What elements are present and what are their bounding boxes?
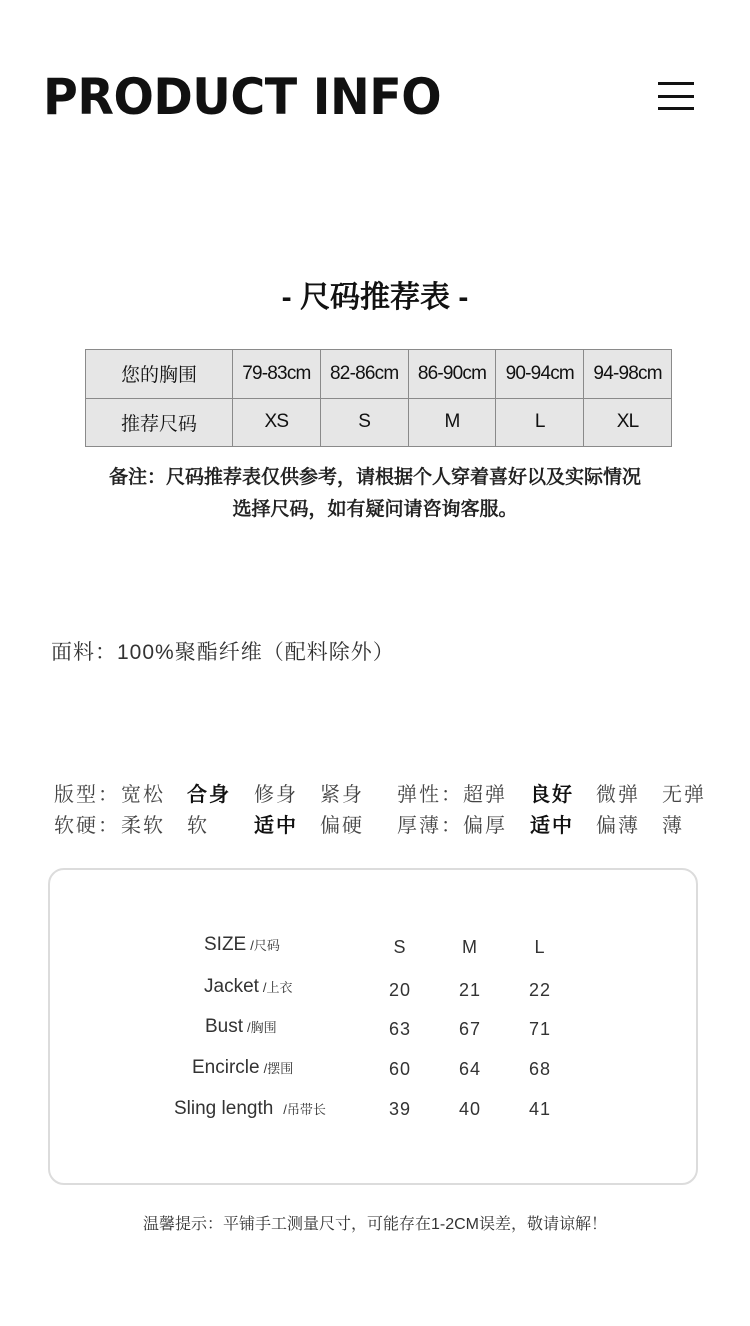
softness-option: 偏硬: [320, 815, 364, 837]
measure-value: 39: [388, 1099, 412, 1119]
size-header-cn: /尺码: [250, 938, 280, 953]
table-row: [86, 350, 672, 399]
measure-value: 68: [528, 1059, 552, 1079]
size-header-en: SIZE: [204, 934, 247, 955]
size-recommend-table: [85, 349, 672, 447]
fit-label: 版型：: [54, 784, 120, 806]
measure-value: 40: [458, 1099, 482, 1119]
softness-option-selected: 适中: [254, 815, 298, 837]
table-row-label: 您的胸围: [86, 350, 233, 399]
elasticity-option: 超弹: [463, 784, 507, 806]
measure-label-cn: /吊带长: [283, 1102, 326, 1117]
measure-label-cn: /摆围: [263, 1061, 294, 1076]
measure-label-cn: /胸围: [247, 1020, 277, 1035]
measure-value: 22: [528, 980, 552, 1000]
table-cell: S: [320, 398, 408, 447]
measure-value: 63: [388, 1019, 412, 1039]
elasticity-option: 无弹: [662, 784, 706, 806]
softness-option: 软: [187, 815, 209, 837]
measure-label-en: Bust: [205, 1016, 244, 1037]
measurement-card: [48, 868, 698, 1185]
fit-option: 紧身: [320, 784, 364, 806]
measure-value: 71: [528, 1019, 552, 1039]
measure-value: 60: [388, 1059, 412, 1079]
table-row-label: 推荐尺码: [86, 398, 233, 447]
thickness-option: 偏厚: [463, 815, 507, 837]
page-title: PRODUCT INFO: [43, 68, 442, 126]
menu-icon-bar: [658, 95, 694, 98]
measure-label-cn: /上衣: [262, 980, 293, 995]
measure-label: [204, 976, 293, 998]
thickness-option: 偏薄: [596, 815, 640, 837]
menu-icon-bar: [658, 107, 694, 110]
measure-value: 64: [458, 1059, 482, 1079]
measurement-hint: 温馨提示：平铺手工测量尺寸，可能存在1-2CM误差，敬请谅解！: [142, 1216, 607, 1233]
measure-value: 41: [528, 1099, 552, 1119]
fit-option-selected: 合身: [187, 784, 231, 806]
thickness-label: 厚薄：: [397, 815, 463, 837]
menu-icon[interactable]: [658, 82, 694, 110]
fit-option: 宽松: [121, 784, 165, 806]
measure-label-en: Jacket: [204, 976, 259, 997]
measure-label: [174, 1098, 326, 1120]
measure-value: 21: [458, 980, 482, 1000]
size-note-line: 选择尺码，如有疑问请咨询客服。: [232, 499, 518, 520]
size-header: S: [393, 937, 407, 957]
size-header: M: [462, 937, 478, 957]
elasticity-label: 弹性：: [397, 784, 463, 806]
size-recommend-title: - 尺码推荐表 -: [281, 281, 469, 314]
size-note: [0, 462, 750, 526]
elasticity-option: 微弹: [596, 784, 640, 806]
attribute-row: [0, 809, 750, 835]
table-cell: XS: [233, 398, 321, 447]
measure-label-en: Encircle: [192, 1057, 260, 1078]
measure-value: 67: [458, 1019, 482, 1039]
thickness-option-selected: 适中: [530, 815, 574, 837]
size-header-label: [204, 934, 280, 956]
table-row: [86, 398, 672, 447]
table-cell: M: [408, 398, 496, 447]
elasticity-option-selected: 良好: [530, 784, 574, 806]
measure-label-en: Sling length: [174, 1098, 274, 1119]
table-cell: 79-83cm: [233, 350, 321, 399]
menu-icon-bar: [658, 82, 694, 85]
softness-label: 软硬：: [54, 815, 120, 837]
thickness-option: 薄: [662, 815, 684, 837]
table-cell: XL: [584, 398, 672, 447]
fabric-info: 面料：100%聚酯纤维（配料除外）: [51, 641, 395, 664]
measure-label: [205, 1016, 277, 1038]
measure-label: [192, 1057, 293, 1079]
fit-option: 修身: [254, 784, 298, 806]
table-cell: L: [496, 398, 584, 447]
size-note-line: 备注：尺码推荐表仅供参考，请根据个人穿着喜好以及实际情况: [108, 467, 641, 488]
softness-option: 柔软: [121, 815, 165, 837]
table-cell: 94-98cm: [584, 350, 672, 399]
measure-value: 20: [388, 980, 412, 1000]
table-cell: 86-90cm: [408, 350, 496, 399]
table-cell: 90-94cm: [496, 350, 584, 399]
attribute-row: [0, 778, 750, 804]
table-cell: 82-86cm: [320, 350, 408, 399]
size-header: L: [534, 937, 546, 957]
